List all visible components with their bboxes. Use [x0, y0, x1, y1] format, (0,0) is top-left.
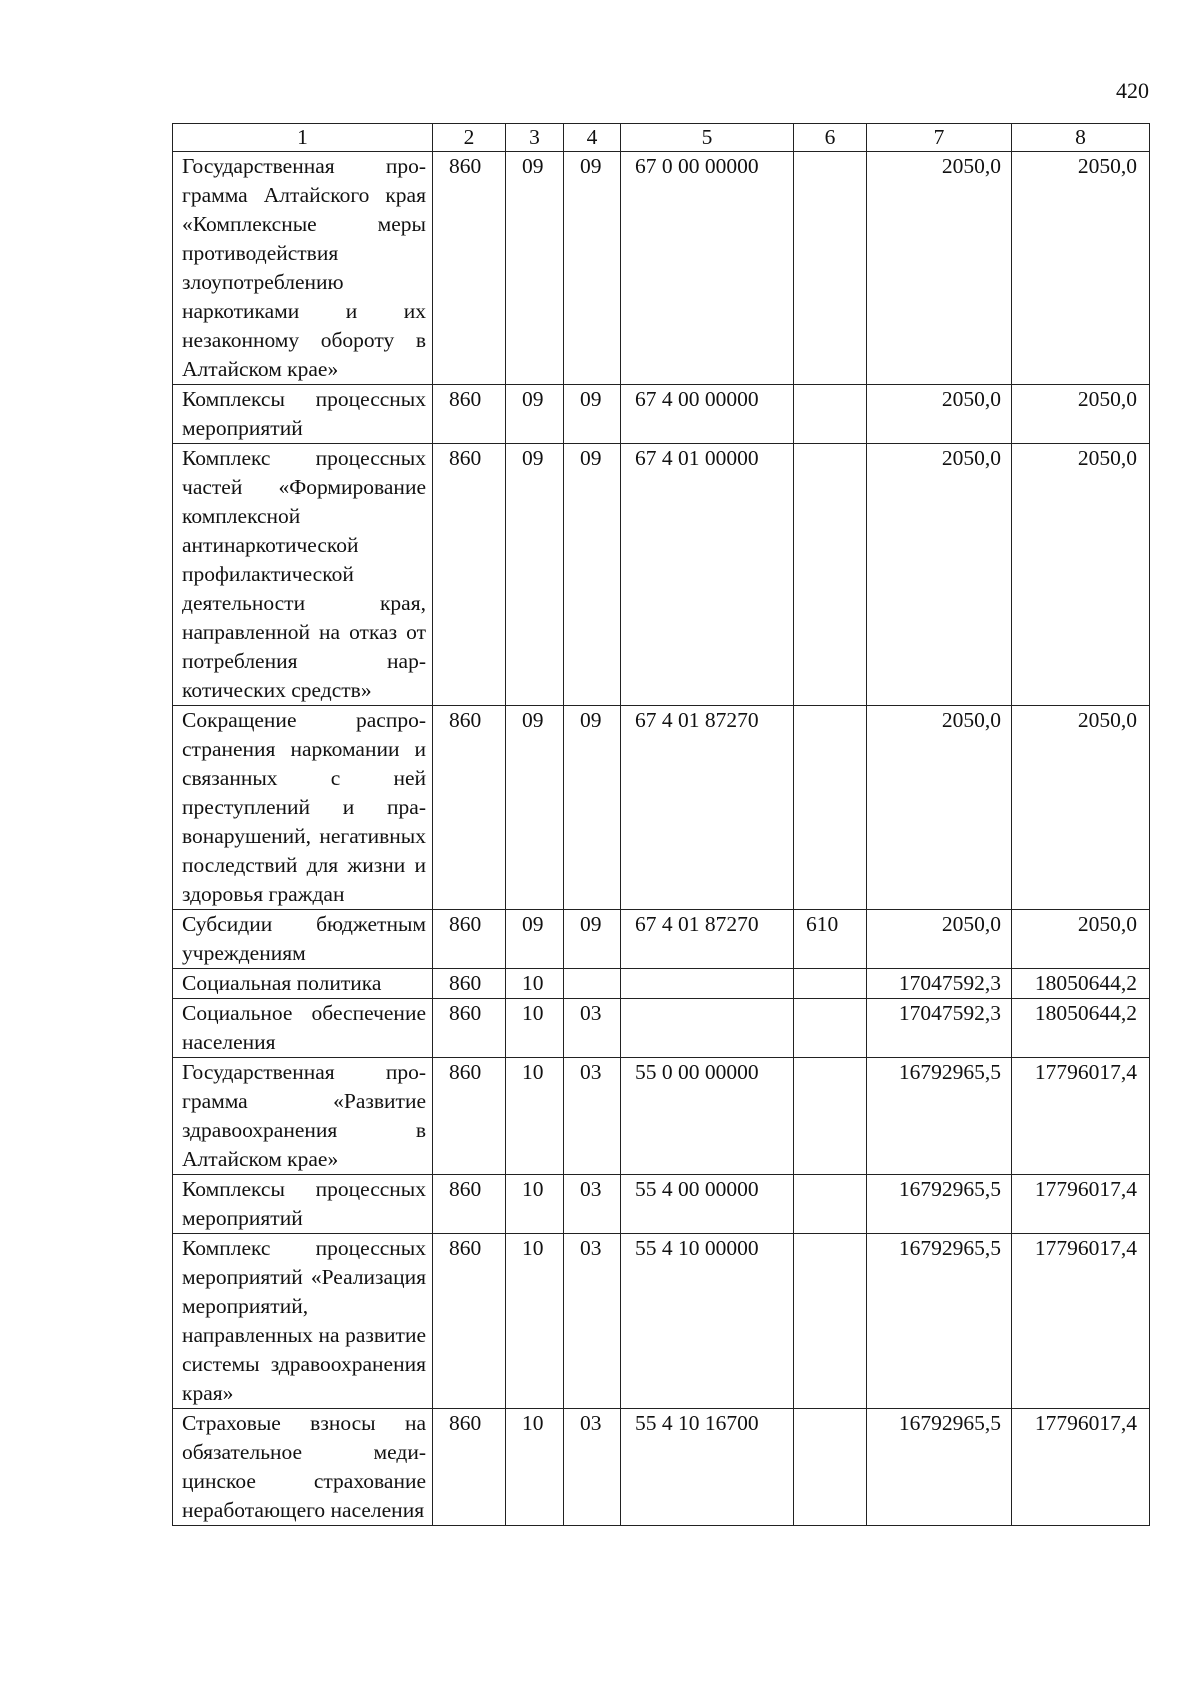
row-col-8: 17796017,4: [1012, 1058, 1150, 1175]
row-col-5: 67 4 01 87270: [621, 910, 794, 969]
row-col-7: 16792965,5: [867, 1058, 1012, 1175]
row-col-3: 09: [506, 152, 564, 385]
row-col-7: 16792965,5: [867, 1175, 1012, 1234]
row-col-5: 55 4 00 00000: [621, 1175, 794, 1234]
row-col-3: 09: [506, 444, 564, 706]
row-col-8: 2050,0: [1012, 385, 1150, 444]
header-cell-7: 7: [867, 124, 1012, 152]
row-col-2: 860: [433, 1058, 506, 1175]
row-col-6: [794, 444, 867, 706]
row-name: Комплекс процессных мероприятий «Реализация мероприятий, направленных на развитие системы здравоохранения края»: [173, 1234, 433, 1409]
row-col-6: [794, 706, 867, 910]
row-col-8: 2050,0: [1012, 910, 1150, 969]
header-cell-5: 5: [621, 124, 794, 152]
table-row: [173, 969, 1150, 999]
row-col-3: 09: [506, 385, 564, 444]
row-name: Сокращение распространения наркомании и связанных с ней преступлений и правонарушений, негативных последствий для жизни и здоровья граждан: [173, 706, 433, 910]
row-col-2: 860: [433, 910, 506, 969]
row-col-4: 09: [564, 910, 621, 969]
row-name: Комплексы процессных мероприятий: [173, 1175, 433, 1234]
table-row: [173, 1175, 1150, 1234]
header-cell-3: 3: [506, 124, 564, 152]
row-col-5: 67 4 01 87270: [621, 706, 794, 910]
header-cell-4: 4: [564, 124, 621, 152]
row-col-7: 17047592,3: [867, 999, 1012, 1058]
table-row: [173, 706, 1150, 910]
table-row: [173, 1058, 1150, 1175]
row-col-2: 860: [433, 385, 506, 444]
row-col-4: 03: [564, 1058, 621, 1175]
row-col-7: 17047592,3: [867, 969, 1012, 999]
row-col-2: 860: [433, 1175, 506, 1234]
row-col-6: [794, 1058, 867, 1175]
row-name: Социальное обеспечение населения: [173, 999, 433, 1058]
row-col-8: 17796017,4: [1012, 1409, 1150, 1526]
row-col-3: 10: [506, 1175, 564, 1234]
row-col-2: 860: [433, 706, 506, 910]
row-col-6: [794, 999, 867, 1058]
header-cell-1: 1: [173, 124, 433, 152]
row-name: Страховые взносы на обязательное медицинское страхование неработающего населения: [173, 1409, 433, 1526]
row-name: Социальная политика: [173, 969, 433, 999]
row-col-6: [794, 1234, 867, 1409]
table-row: [173, 385, 1150, 444]
row-col-8: 17796017,4: [1012, 1234, 1150, 1409]
row-col-3: 10: [506, 1234, 564, 1409]
budget-table: [172, 123, 1150, 1526]
row-name: Комплекс процессных частей «Формирование комплексной антинаркотической профилактической деятельности края, направленной на отказ от потребления наркотических средств»: [173, 444, 433, 706]
row-col-2: 860: [433, 999, 506, 1058]
row-col-2: 860: [433, 1234, 506, 1409]
row-col-4: 03: [564, 1175, 621, 1234]
row-col-3: 09: [506, 706, 564, 910]
row-col-6: [794, 1175, 867, 1234]
table-row: [173, 1234, 1150, 1409]
row-col-2: 860: [433, 444, 506, 706]
row-col-7: 16792965,5: [867, 1409, 1012, 1526]
row-col-7: 2050,0: [867, 444, 1012, 706]
page-number: 420: [1116, 78, 1149, 103]
row-col-8: 18050644,2: [1012, 969, 1150, 999]
table-row: [173, 152, 1150, 385]
row-col-4: 03: [564, 1409, 621, 1526]
row-col-3: 10: [506, 1058, 564, 1175]
row-col-3: 10: [506, 999, 564, 1058]
row-name: Субсидии бюджетным учреждениям: [173, 910, 433, 969]
row-col-2: 860: [433, 152, 506, 385]
row-col-8: 2050,0: [1012, 152, 1150, 385]
row-col-4: 09: [564, 706, 621, 910]
row-col-7: 2050,0: [867, 152, 1012, 385]
header-cell-2: 2: [433, 124, 506, 152]
row-col-3: 10: [506, 1409, 564, 1526]
row-col-5: 55 0 00 00000: [621, 1058, 794, 1175]
table-body: [173, 152, 1150, 1526]
row-col-5: [621, 969, 794, 999]
row-col-3: 10: [506, 969, 564, 999]
header-cell-8: 8: [1012, 124, 1150, 152]
row-col-8: 2050,0: [1012, 444, 1150, 706]
row-col-7: 2050,0: [867, 706, 1012, 910]
row-col-4: 03: [564, 1234, 621, 1409]
row-name: Комплексы процессных мероприятий: [173, 385, 433, 444]
header-row: [173, 124, 1150, 152]
row-col-5: [621, 999, 794, 1058]
row-col-5: 55 4 10 00000: [621, 1234, 794, 1409]
row-col-7: 2050,0: [867, 910, 1012, 969]
row-col-4: 03: [564, 999, 621, 1058]
row-col-8: 18050644,2: [1012, 999, 1150, 1058]
row-col-7: 2050,0: [867, 385, 1012, 444]
row-col-8: 17796017,4: [1012, 1175, 1150, 1234]
row-col-2: 860: [433, 1409, 506, 1526]
row-name: Государственная программа Алтайского края «Комплексные меры противодействия злоупотреблению наркотиками и их незаконному обороту в Алтайском крае»: [173, 152, 433, 385]
row-col-3: 09: [506, 910, 564, 969]
row-name: Государственная программа «Развитие здравоохранения в Алтайском крае»: [173, 1058, 433, 1175]
table-row: [173, 444, 1150, 706]
row-col-6: [794, 969, 867, 999]
row-col-4: 09: [564, 444, 621, 706]
row-col-5: 67 4 01 00000: [621, 444, 794, 706]
row-col-5: 67 4 00 00000: [621, 385, 794, 444]
row-col-4: [564, 969, 621, 999]
row-col-4: 09: [564, 385, 621, 444]
row-col-6: [794, 1409, 867, 1526]
row-col-5: 67 0 00 00000: [621, 152, 794, 385]
row-col-5: 55 4 10 16700: [621, 1409, 794, 1526]
row-col-6: 610: [794, 910, 867, 969]
table-row: [173, 999, 1150, 1058]
table-row: [173, 910, 1150, 969]
header-cell-6: 6: [794, 124, 867, 152]
row-col-2: 860: [433, 969, 506, 999]
table-row: [173, 1409, 1150, 1526]
row-col-7: 16792965,5: [867, 1234, 1012, 1409]
row-col-8: 2050,0: [1012, 706, 1150, 910]
row-col-6: [794, 152, 867, 385]
row-col-4: 09: [564, 152, 621, 385]
row-col-6: [794, 385, 867, 444]
